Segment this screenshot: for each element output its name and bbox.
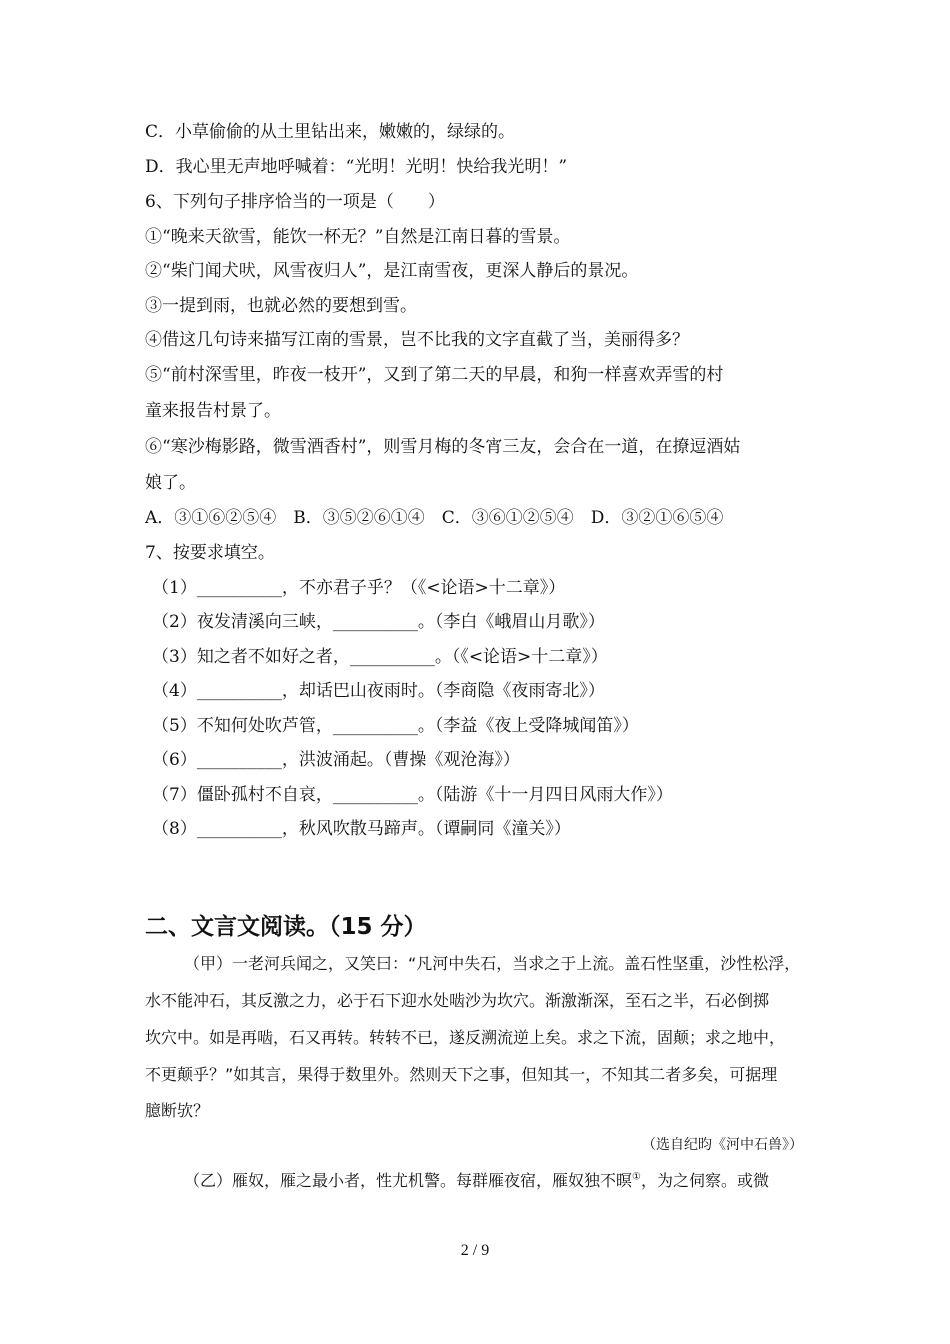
passage-jia-line-4: 不更颠乎？”如其言，果得于数里外。然则天下之事，但知其一，不知其二者多矣，可据理 bbox=[145, 1065, 778, 1084]
q7-item-4: （4）__________，却话巴山夜雨时。（李商隐《夜雨寄北》） bbox=[152, 681, 605, 701]
q6-sentence-5b: 童来报告村景了。 bbox=[145, 401, 281, 421]
q7-item-7: （7）僵卧孤村不自哀，__________。（陆游《十一月四日风雨大作》） bbox=[152, 785, 673, 805]
q7-item-8: （8）__________，秋风吹散马蹄声。（谭嗣同《潼关》） bbox=[152, 819, 571, 839]
passage-jia-line-3: 坎穴中。如是再啮，石又再转。转转不已，遂反溯流逆上矣。求之下流，固颠；求之地中， bbox=[145, 1028, 786, 1047]
q7-item-1: （1）__________，不亦君子乎？（《<论语>十二章》） bbox=[152, 578, 566, 598]
q7-stem: 7、按要求填空。 bbox=[145, 543, 275, 563]
page-number: 2 / 9 bbox=[460, 1242, 490, 1259]
q6-sentence-6a: ⑥“寒沙梅影路，微雪酒香村”，则雪月梅的冬宵三友，会合在一道，在撩逗酒姑 bbox=[145, 437, 741, 457]
q6-sentence-6b: 娘了。 bbox=[145, 473, 196, 493]
q7-item-2: （2）夜发清溪向三峡，__________。（李白《峨眉山月歌》） bbox=[152, 612, 605, 632]
q6-sentence-1: ①“晚来天欲雪，能饮一杯无？”自然是江南日暮的雪景。 bbox=[145, 227, 571, 247]
q5-option-c: C．小草偷偷的从土里钻出来，嫩嫩的，绿绿的。 bbox=[145, 122, 516, 142]
passage-yi-text-after: ，为之伺察。或微 bbox=[640, 1171, 769, 1190]
q5-option-d: D．我心里无声地呼喊着：“光明！光明！快给我光明！” bbox=[145, 157, 568, 177]
passage-jia-line-1: （甲）一老河兵闻之，又笑曰：“凡河中失石，当求之于上流。盖石性坚重，沙性松浮， bbox=[184, 954, 801, 973]
passage-jia-line-2: 水不能冲石，其反激之力，必于石下迎水处啮沙为坎穴。渐激渐深，至石之半，石必倒掷 bbox=[145, 991, 770, 1010]
footnote-marker: ① bbox=[632, 1171, 641, 1183]
q6-stem: 6、下列句子排序恰当的一项是（ ） bbox=[145, 192, 445, 212]
section-heading: 二、文言文阅读。（15 分） bbox=[145, 914, 427, 940]
passage-jia-line-5: 臆断欤？ bbox=[145, 1101, 210, 1120]
q7-item-6: （6）__________，洪波涌起。（曹操《观沧海》） bbox=[152, 750, 520, 770]
q6-sentence-3: ③一提到雨，也就必然的要想到雪。 bbox=[145, 296, 417, 316]
passage-yi-text-before: （乙）雁奴，雁之最小者，性尤机警。每群雁夜宿，雁奴独不暝 bbox=[184, 1171, 633, 1190]
q6-sentence-5a: ⑤“前村深雪里，昨夜一枝开”，又到了第二天的早晨，和狗一样喜欢弄雪的村 bbox=[145, 365, 724, 385]
q7-item-5: （5）不知何处吹芦管，__________。（李益《夜上受降城闻笛》） bbox=[152, 716, 639, 736]
q6-options: A．③①⑥②⑤④ B．③⑤②⑥①④ C．③⑥①②⑤④ D．③②①⑥⑤④ bbox=[145, 508, 724, 528]
q6-sentence-2: ②“柴门闻犬吠，风雪夜归人”，是江南雪夜，更深人静后的景况。 bbox=[145, 261, 639, 281]
passage-yi-line-1 bbox=[184, 1170, 769, 1192]
passage-source: （选自纪昀《河中石兽》） bbox=[642, 1137, 803, 1153]
q6-sentence-4: ④借这几句诗来描写江南的雪景，岂不比我的文字直截了当，美丽得多？ bbox=[145, 330, 689, 350]
q7-item-3: （3）知之者不如好之者，__________。（《<论语>十二章》） bbox=[152, 647, 608, 667]
